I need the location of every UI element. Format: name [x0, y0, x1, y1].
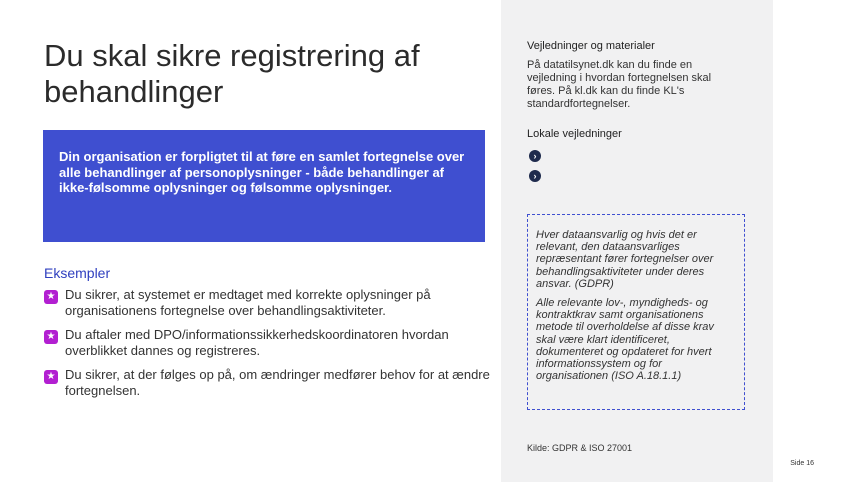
guides-text: På datatilsynet.dk kan du finde en vejledning i hvordan fortegnelsen skal føres. På kl.dk kan du finde KL's standardfortegnelser. [527, 59, 712, 110]
page-title: Du skal sikre registrering af behandlinger [44, 38, 420, 109]
quote-box [527, 214, 745, 410]
list-item [44, 367, 494, 398]
chevron-right-icon[interactable]: › [529, 150, 541, 162]
quote-iso: Alle relevante lov-, myndigheds- og kontraktkrav samt organisationens metode til overholdelse af disse krav skal være klart identificeret, dokumenteret og opdateret for hvert informationssystem og for organisationen (ISO A.18.1.1) [536, 297, 714, 383]
highlight-box [43, 130, 485, 242]
examples-list [44, 287, 494, 407]
examples-heading: Eksempler [44, 265, 111, 281]
chevron-right-icon[interactable]: › [529, 170, 541, 182]
list-item [44, 287, 494, 318]
list-item [44, 327, 494, 358]
star-icon: ★ [44, 290, 58, 304]
source-note: Kilde: GDPR & ISO 27001 [527, 443, 633, 453]
example-text: Du sikrer, at systemet er medtaget med korrekte oplysninger på organisationens fortegnelse over behandlingsaktiviteter. [65, 287, 431, 318]
star-icon: ★ [44, 330, 58, 344]
example-text: Du sikrer, at der følges op på, om ændringer medfører behov for at ændre fortegnelsen. [65, 367, 490, 398]
local-guides-heading: Lokale vejledninger [527, 128, 622, 140]
guides-heading: Vejledninger og materialer [527, 40, 655, 52]
star-icon: ★ [44, 370, 58, 384]
quote-gdpr: Hver dataansvarlig og hvis det er relevant, den dataansvarliges repræsentant fører fortegnelser over behandlingsaktiviteter under deres ansvar. (GDPR) [536, 229, 714, 290]
page-number: Side 16 [790, 460, 814, 467]
example-text: Du aftaler med DPO/informationssikkerhedskoordinatoren hvordan overblikket dannes og registreres. [65, 327, 449, 358]
highlight-text: Din organisation er forpligtet til at føre en samlet fortegnelse over alle behandlinger af personoplysninger - både behandlinger af ikke-følsomme oplysninger og følsomme oplysninger. [59, 149, 465, 195]
